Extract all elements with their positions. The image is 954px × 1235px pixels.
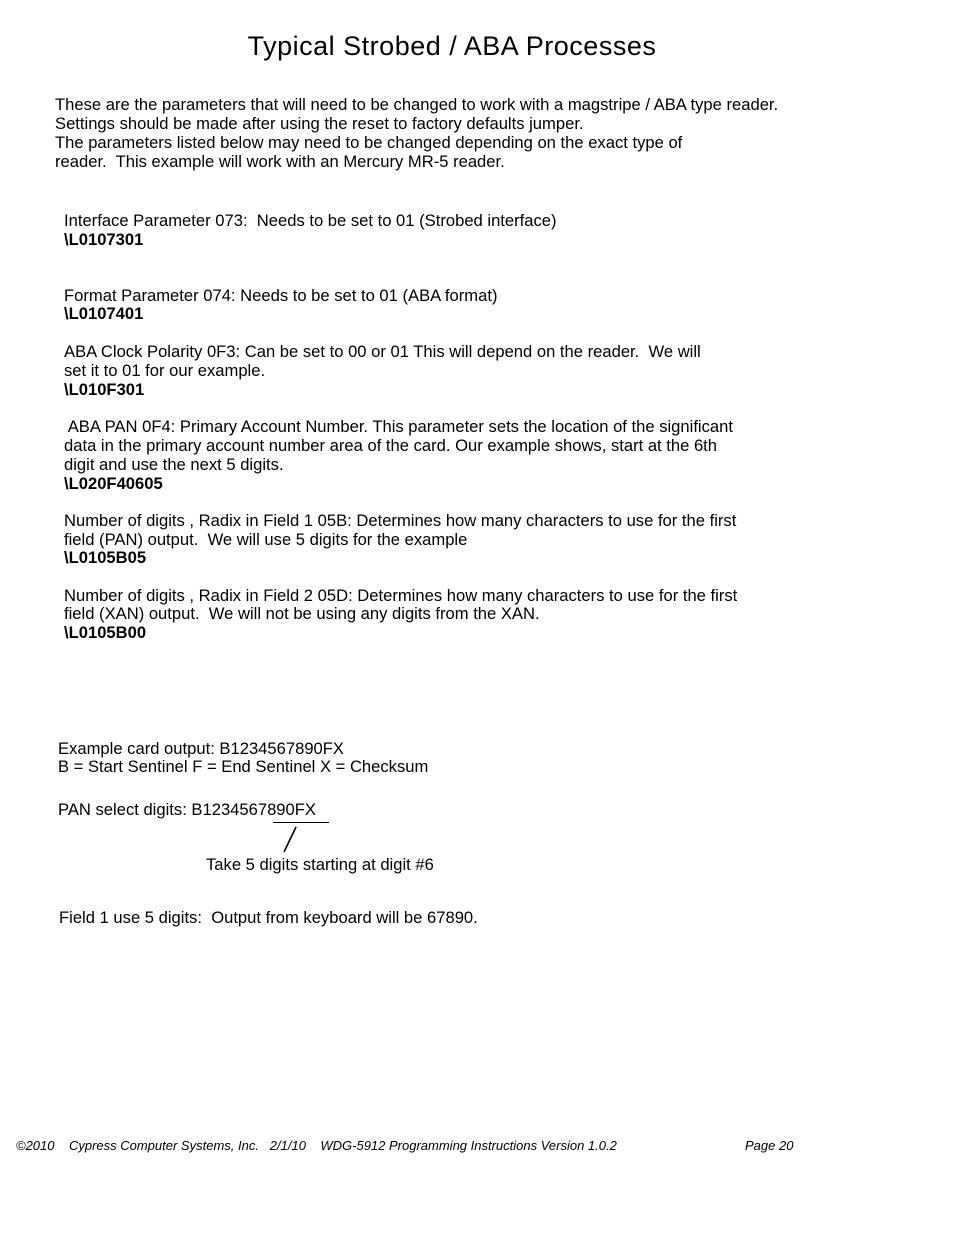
page-title: Typical Strobed / ABA Processes [247, 31, 657, 61]
param-code: \L0105B05 [64, 548, 147, 567]
page-number: Page 20 [745, 1138, 794, 1153]
param-code: \L010F301 [64, 380, 145, 399]
field1-output: Field 1 use 5 digits: Output from keyboard will be 67890. [59, 908, 478, 927]
param-description: Number of digits , Radix in Field 1 05B: Determines how many characters to use for the first [64, 511, 737, 530]
digit-annotation: Take 5 digits starting at digit #6 [206, 855, 434, 874]
param-code: \L0107401 [64, 304, 144, 323]
example-output: Example card output: B1234567890FX [58, 739, 344, 758]
footer-copyright: ©2010 Cypress Computer Systems, Inc. 2/1/10 WDG-5912 Programming Instructions Version 1.0.2 [16, 1138, 617, 1153]
intro-line: Settings should be made after using the reset to factory defaults jumper. [55, 114, 584, 133]
param-description: field (PAN) output. We will use 5 digits for the example [64, 530, 468, 549]
param-description: digit and use the next 5 digits. [64, 455, 284, 474]
param-code: \L020F40605 [64, 474, 163, 493]
param-description: Number of digits , Radix in Field 2 05D: Determines how many characters to use for the first [64, 586, 738, 605]
param-description: data in the primary account number area of the card. Our example shows, start at the 6th [64, 436, 718, 455]
param-description: Interface Parameter 073: Needs to be set to 01 (Strobed interface) [64, 211, 557, 230]
param-code: \L0105B00 [64, 623, 147, 642]
param-description: set it to 01 for our example. [64, 361, 266, 380]
intro-line: The parameters listed below may need to be changed depending on the exact type of [55, 133, 683, 152]
param-description: field (XAN) output. We will not be using any digits from the XAN. [64, 604, 540, 623]
intro-line: reader. This example will work with an Mercury MR-5 reader. [55, 152, 505, 171]
intro-line: These are the parameters that will need to be changed to work with a magstripe / ABA type reader. [55, 95, 779, 114]
sentinel-legend: B = Start Sentinel F = End Sentinel X = Checksum [58, 757, 429, 776]
pan-select-line: PAN select digits: B1234567890FX [58, 800, 316, 819]
param-description: ABA Clock Polarity 0F3: Can be set to 00 or 01 This will depend on the reader. We will [64, 342, 701, 361]
pointer-line [281, 824, 301, 854]
param-description: ABA PAN 0F4: Primary Account Number. This parameter sets the location of the significant [64, 417, 733, 436]
param-description: Format Parameter 074: Needs to be set to 01 (ABA format) [64, 286, 498, 305]
digit-underline [273, 822, 329, 823]
param-code: \L0107301 [64, 230, 144, 249]
